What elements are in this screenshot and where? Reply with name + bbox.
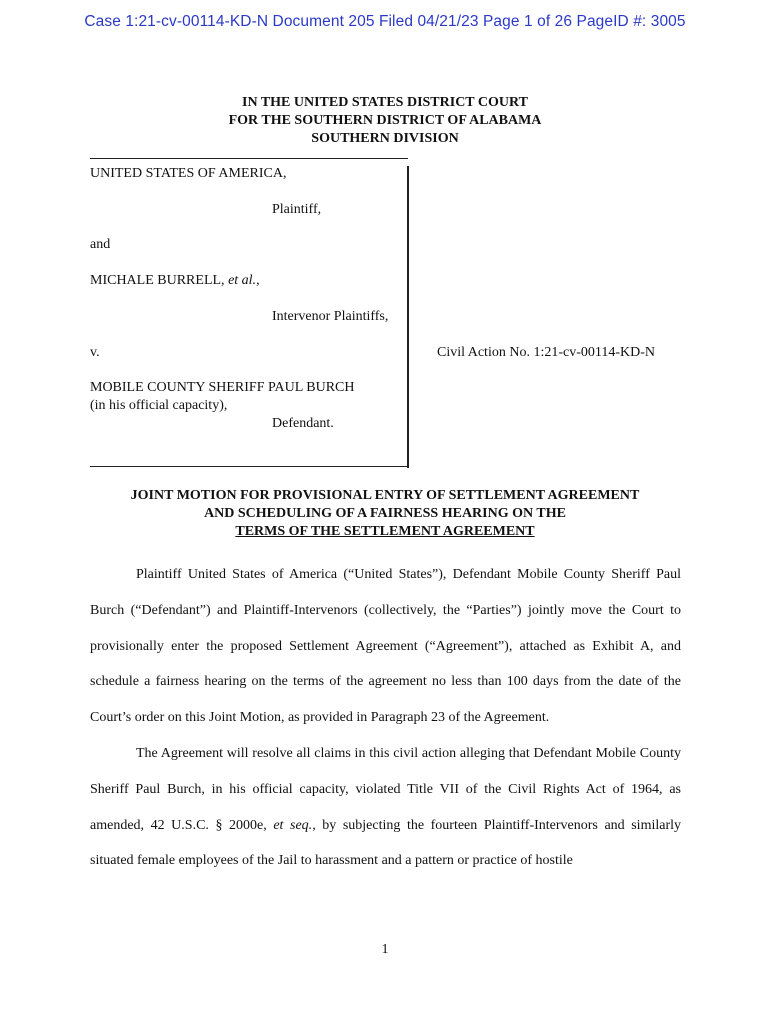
body-paragraph-1: Plaintiff United States of America (“United States”), Defendant Mobile County Sheriff Paul Burch (“Defendant”) and Plaintiff-Intervenors (collectively, the “Parties”) jointly move the Court to provisionally enter the proposed Settlement Agreement (“Agreement”), attached as Exhibit A, and schedule a fairness hearing on the terms of the agreement no less than 100 days from the date of the Court’s order on this Joint Motion, as provided in Paragraph 23 of the Agreement. [90, 567, 681, 726]
defendant-capacity: (in his official capacity), [90, 398, 228, 413]
motion-title-line3: TERMS OF THE SETTLEMENT AGREEMENT [235, 524, 535, 539]
court-header [0, 94, 770, 148]
court-name-line: IN THE UNITED STATES DISTRICT COURT [242, 95, 528, 110]
defendant-role: Defendant. [272, 416, 334, 431]
motion-title-line2: AND SCHEDULING OF A FAIRNESS HEARING ON THE [204, 506, 566, 521]
caption-and: and [90, 237, 111, 252]
caption-top-rule [90, 158, 408, 159]
motion-title-line1: JOINT MOTION FOR PROVISIONAL ENTRY OF SETTLEMENT AGREEMENT [130, 488, 640, 503]
intervenor-name: MICHALE BURRELL, et al., [90, 273, 260, 288]
page-number: 1 [381, 942, 389, 957]
court-division-line: SOUTHERN DIVISION [311, 131, 459, 146]
plaintiff-name: UNITED STATES OF AMERICA, [90, 166, 287, 181]
civil-action-number: Civil Action No. 1:21-cv-00114-KD-N [437, 345, 656, 360]
motion-body [90, 557, 681, 879]
body-paragraph-2: The Agreement will resolve all claims in this civil action alleging that Defendant Mobile County Sheriff Paul Burch, in his official capacity, violated Title VII of the Civil Rights Act of 1964, as amended, 42 U.S.C. § 2000e, et seq., by subjecting the fourteen Plaintiff-Intervenors and similarly situated female employees of the Jail to harassment and a pattern or practice of hostile [90, 745, 682, 869]
court-district-line: FOR THE SOUTHERN DISTRICT OF ALABAMA [228, 113, 542, 128]
plaintiff-role: Plaintiff, [272, 202, 322, 217]
defendant-name: MOBILE COUNTY SHERIFF PAUL BURCH [90, 380, 355, 395]
intervenor-role: Intervenor Plaintiffs, [272, 309, 389, 324]
caption-versus: v. [90, 345, 100, 360]
motion-title [0, 487, 770, 541]
caption-bottom-rule [90, 466, 408, 467]
filing-stamp: Case 1:21-cv-00114-KD-N Document 205 Filed 04/21/23 Page 1 of 26 PageID #: 3005 [84, 13, 686, 30]
caption-right-rule [407, 166, 409, 468]
case-caption [90, 158, 690, 470]
